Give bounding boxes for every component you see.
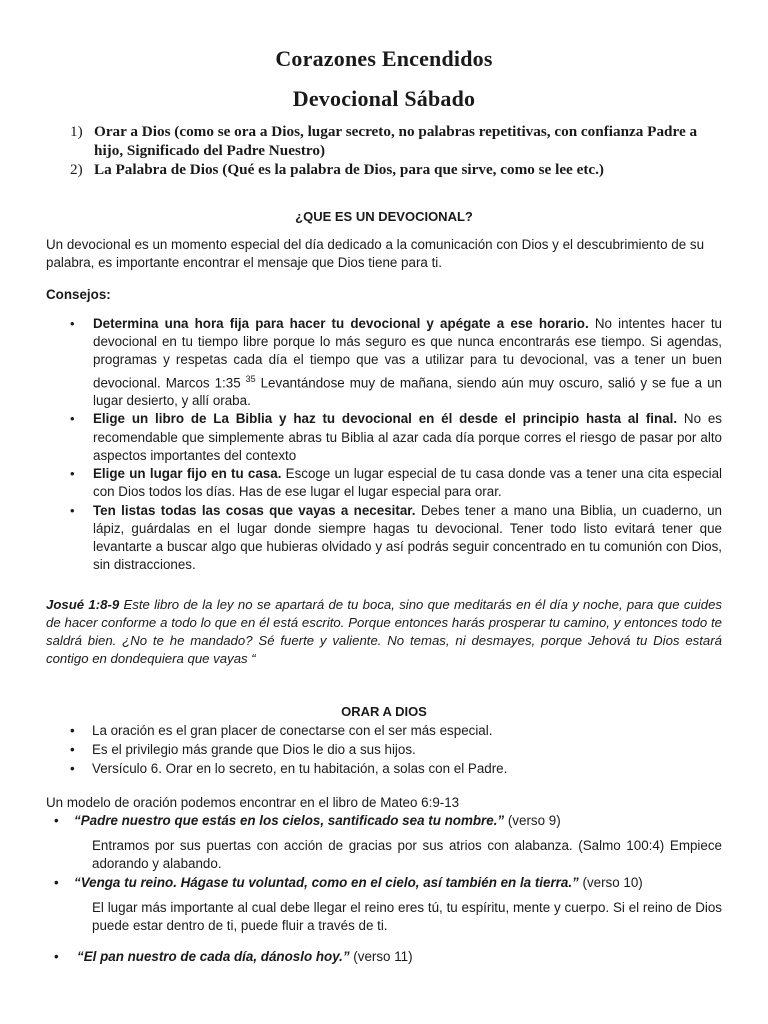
verse-quote: “El pan nuestro de cada día, dánoslo hoy.” xyxy=(77,949,350,964)
scripture-text: Este libro de la ley no se apartará de tu boca, sino que meditarás en él día y noche, para que cuides de hacer conforme a todo lo que en él está escrito. Porque entonces harás prosperar tu camino, y entonces todo te saldrá bien. ¿No te he mandado? Sé fuerte y valiente. No temas, ni desmayes, porque Jehová tu Dios estará contigo en dondequiera que vayas “ xyxy=(46,597,722,666)
verse-line xyxy=(46,874,722,892)
prayer-points-list xyxy=(46,721,722,778)
topic-text: Orar a Dios (como se ora a Dios, lugar secreto, no palabras repetitivas, con confianza Padre a hijo, Significado del Padre Nuestro) xyxy=(94,123,698,159)
tip-item xyxy=(46,410,722,465)
verse-superscript: 35 xyxy=(245,373,256,384)
topic-item xyxy=(70,160,720,179)
tip-item xyxy=(46,315,722,410)
prayer-point-text: La oración es el gran placer de conectarse con el ser más especial. xyxy=(92,723,493,738)
document-title: Corazones Encendidos xyxy=(275,46,493,71)
verse-quote: “Venga tu reino. Hágase tu voluntad, como en el cielo, así también en la tierra.” xyxy=(74,875,579,890)
prayer-point-text: Es el privilegio más grande que Dios le dio a sus hijos. xyxy=(92,742,416,757)
bullet: • xyxy=(70,466,75,482)
topic-text: La Palabra de Dios (Qué es la palabra de Dios, para que sirve, como se lee etc.) xyxy=(94,161,604,178)
verse-ref: (verso 10) xyxy=(578,875,643,890)
model-intro: Un modelo de oración podemos encontrar en el libro de Mateo 6:9-13 xyxy=(46,795,460,810)
tips-list xyxy=(46,315,722,574)
tip-item xyxy=(46,502,722,575)
verse-ref: (verso 11) xyxy=(349,949,413,964)
document-subtitle: Devocional Sábado xyxy=(292,86,476,111)
tip-text-post: Levantándose muy de mañana, siendo aún muy oscuro, salió y se fue a un lugar desierto, y allí oraba. xyxy=(93,375,722,409)
tip-text: No es recomendable que simplemente abras tu Biblia al azar cada día porque corres el riesgo de pasar por alto aspectos importantes del contexto xyxy=(93,411,723,463)
verse-quote: “Padre nuestro que estás en los cielos, santificado sea tu nombre.” xyxy=(74,813,505,828)
bullet: • xyxy=(70,723,75,738)
verse-line xyxy=(46,812,722,830)
bullet: • xyxy=(70,742,75,757)
topic-number: 2) xyxy=(70,161,83,178)
section-heading-orar: ORAR A DIOS xyxy=(341,704,427,719)
consejos-label: Consejos: xyxy=(46,287,111,302)
verse-commentary: Entramos por sus puertas con acción de gracias por sus atrios con alabanza. (Salmo 100:4) Empiece adorando y alabando. xyxy=(92,838,722,871)
tip-item xyxy=(46,465,722,501)
intro-paragraph: Un devocional es un momento especial del día dedicado a la comunicación con Dios y el descubrimiento de su palabra, es importante encontrar el mensaje que Dios tiene para ti. xyxy=(46,237,705,270)
bullet: • xyxy=(70,502,75,518)
prayer-point xyxy=(46,740,722,759)
bullet: • xyxy=(54,875,59,890)
tip-bold: Ten listas todas las cosas que vayas a necesitar. xyxy=(93,502,416,518)
verse-ref: (verso 9) xyxy=(504,813,561,828)
topic-number: 1) xyxy=(70,123,83,140)
tip-text: No intentes hacer tu devocional en tu tiempo libre porque lo más seguro es que nunca encontrarás ese tiempo. Si agendas, programas y respetas cada día el tiempo que vas a utilizar para tu devocional, vas a tener un buen devocional. Marcos 1:35 xyxy=(93,316,722,391)
topic-item xyxy=(70,122,720,160)
prayer-point-text: Versículo 6. Orar en lo secreto, en tu habitación, a solas con el Padre. xyxy=(92,761,508,776)
tip-bold: Elige un libro de La Biblia y haz tu devocional en él desde el principio hasta al final. xyxy=(93,411,678,427)
prayer-point xyxy=(46,759,722,778)
bullet: • xyxy=(54,813,59,828)
tip-bold: Determina una hora fija para hacer tu devocional y apégate a ese horario. xyxy=(93,316,589,331)
bullet: • xyxy=(70,411,75,427)
prayer-point xyxy=(46,721,722,740)
tip-text: Escoge un lugar especial de tu casa donde vas a tener una cita especial con Dios todos los días. Has de ese lugar el lugar especial para orar. xyxy=(93,466,722,500)
section-heading-devocional: ¿QUE ES UN DEVOCIONAL? xyxy=(295,209,473,224)
topics-list xyxy=(70,122,720,179)
scripture-reference: Josué 1:8-9 xyxy=(46,597,120,612)
bullet: • xyxy=(70,761,75,776)
bullet: • xyxy=(70,316,75,331)
tip-bold: Elige un lugar fijo en tu casa. xyxy=(93,466,282,482)
tip-text: Debes tener a mano una Biblia, un cuaderno, un lápiz, guárdalas en el lugar donde siempre hagas tu devocional. Tener todo listo evitará tener que levantarte a buscar algo que hubieras olvidado y así podrás seguir concentrado en tu comunión con Dios, sin distracciones. xyxy=(93,502,722,573)
verse-commentary: El lugar más importante al cual debe llegar el reino eres tú, tu espíritu, mente y cuerpo. Si el reino de Dios puede estar dentro de ti, puede fluir a través de ti. xyxy=(92,900,722,933)
bullet: • xyxy=(54,949,59,964)
scripture-quote xyxy=(46,596,722,668)
verse-line xyxy=(46,948,722,966)
